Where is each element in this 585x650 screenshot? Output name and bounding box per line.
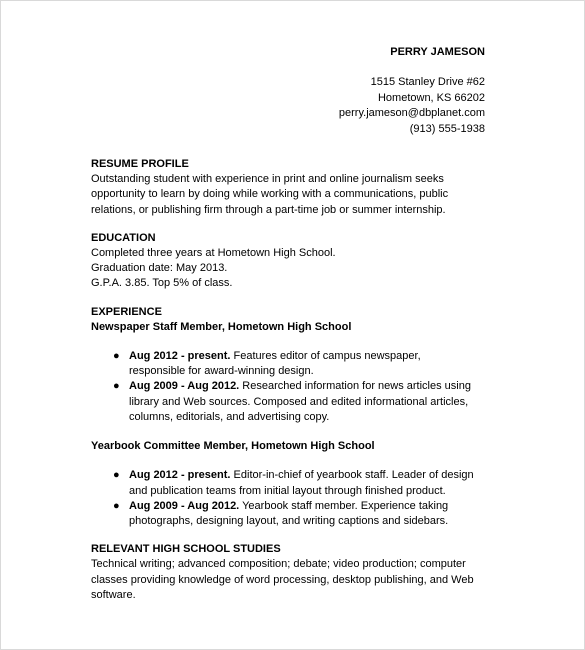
- phone-number: (913) 555-1938: [409, 122, 485, 135]
- studies-section: [91, 542, 491, 603]
- text-line: opportunity to learn by doing while working with a communications, public: [91, 188, 449, 201]
- job-entry: [91, 439, 491, 529]
- text-line: photographs, designing layout, and writing captions and sidebars.: [129, 515, 449, 528]
- studies-text: [91, 557, 491, 603]
- resume-profile-section: [91, 157, 491, 218]
- bullet-icon: ●: [113, 349, 120, 362]
- text-line: library and Web sources. Composed and edited informational articles,: [129, 395, 469, 408]
- date-range: Aug 2012 - present.: [129, 469, 231, 482]
- text-line: Technical writing; advanced composition; debate; video production; computer: [91, 558, 466, 571]
- address-line-2: Hometown, KS 66202: [377, 91, 485, 104]
- contact-block: [91, 75, 485, 137]
- list-item: [113, 499, 491, 530]
- list-item: [113, 349, 491, 380]
- text-line: Yearbook staff member. Experience taking: [239, 499, 449, 512]
- bullet-icon: ●: [113, 499, 120, 512]
- text-line: responsible for award-winning design.: [129, 365, 314, 378]
- text-line: columns, editorials, and advertising copy.: [129, 410, 330, 423]
- date-range: Aug 2009 - Aug 2012.: [129, 499, 240, 512]
- job-title: Newspaper Staff Member, Hometown High School: [91, 320, 352, 333]
- job-entry: [91, 320, 491, 425]
- address-line-1: 1515 Stanley Drive #62: [370, 76, 485, 88]
- education-section: [91, 231, 491, 292]
- job-duties-list: [91, 349, 491, 425]
- text-line: Outstanding student with experience in print and online journalism seeks: [91, 173, 444, 185]
- date-range: Aug 2012 - present.: [129, 349, 231, 362]
- education-text: [91, 246, 491, 292]
- experience-section: [91, 305, 491, 530]
- bullet-icon: ●: [113, 380, 120, 393]
- section-title: EDUCATION: [91, 231, 156, 244]
- bullet-icon: ●: [113, 469, 120, 482]
- candidate-name: PERRY JAMESON: [390, 46, 485, 58]
- text-line: G.P.A. 3.85. Top 5% of class.: [91, 277, 233, 290]
- date-range: Aug 2009 - Aug 2012.: [129, 380, 240, 393]
- text-line: Features editor of campus newspaper,: [230, 349, 421, 362]
- section-title: RESUME PROFILE: [91, 158, 189, 170]
- resume-document: [91, 0, 491, 603]
- job-duties-list: [91, 468, 491, 529]
- text-line: classes providing knowledge of word processing, desktop publishing, and Web: [91, 573, 474, 586]
- text-line: Editor-in-chief of yearbook staff. Leader of design: [230, 469, 474, 482]
- email-address: perry.jameson@dbplanet.com: [338, 107, 485, 119]
- text-line: Graduation date: May 2013.: [91, 262, 228, 275]
- text-line: Researched information for news articles using: [239, 380, 471, 393]
- text-line: software.: [91, 589, 136, 602]
- job-title: Yearbook Committee Member, Hometown High School: [91, 440, 375, 453]
- text-line: relations, or publishing firm through a part-time job or summer internship.: [91, 203, 446, 216]
- text-line: and publication teams from initial layout through finished product.: [129, 484, 446, 497]
- section-title: EXPERIENCE: [91, 305, 162, 318]
- section-title: RELEVANT HIGH SCHOOL STUDIES: [91, 543, 281, 556]
- list-item: [113, 468, 491, 499]
- resume-header: [91, 45, 485, 137]
- list-item: [113, 379, 491, 425]
- text-line: Completed three years at Hometown High School.: [91, 246, 336, 259]
- profile-text: [91, 172, 491, 218]
